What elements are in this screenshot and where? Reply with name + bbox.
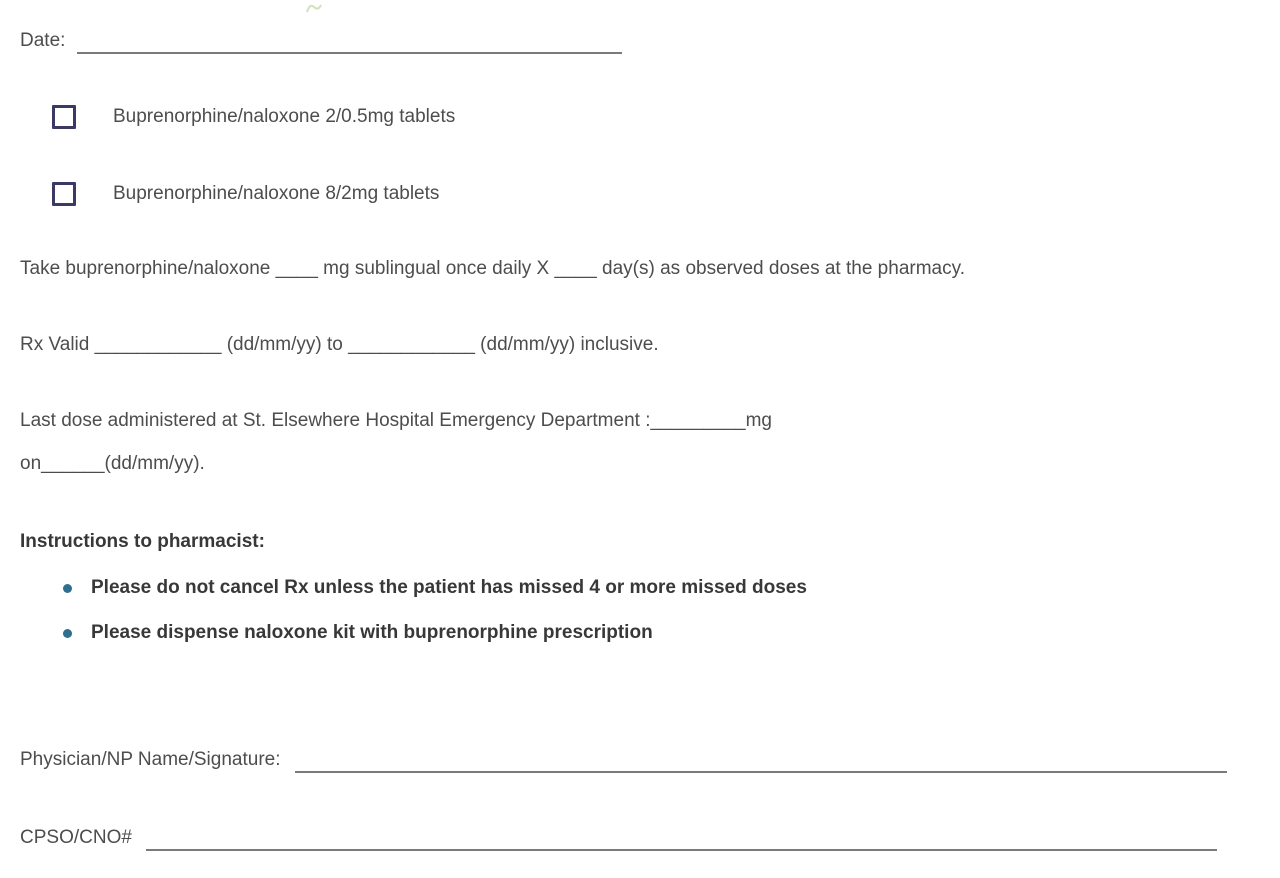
registration-blank-line[interactable]	[146, 827, 1217, 851]
bullet-text: Please dispense naloxone kit with buprenorphine prescription	[91, 622, 653, 643]
last-dose-text-line2: on______(dd/mm/yy).	[20, 453, 205, 474]
bullet-icon	[63, 584, 72, 593]
registration-row	[20, 825, 1217, 851]
bullet-icon	[63, 629, 72, 638]
medication-option-row	[52, 104, 455, 130]
medication-option-row	[52, 181, 439, 207]
checkbox-label: Buprenorphine/naloxone 8/2mg tablets	[113, 183, 440, 204]
signature-blank-line[interactable]	[295, 749, 1227, 773]
last-dose-text-line1: Last dose administered at St. Elsewhere Hospital Emergency Department :_________mg	[20, 410, 772, 431]
date-label: Date:	[20, 30, 66, 51]
instructions-heading: Instructions to pharmacist:	[20, 531, 265, 552]
instruction-bullet-item	[63, 575, 807, 601]
checkbox-bup-2-05mg[interactable]	[52, 105, 76, 129]
rx-validity-text: Rx Valid ____________ (dd/mm/yy) to ____________ (dd/mm/yy) inclusive.	[20, 334, 659, 355]
instruction-bullet-item	[63, 620, 653, 646]
green-artifact-mark	[304, 1, 324, 16]
checkbox-bup-8-2mg[interactable]	[52, 182, 76, 206]
signature-label: Physician/NP Name/Signature:	[20, 749, 281, 770]
signature-row	[20, 747, 1227, 773]
bullet-text: Please do not cancel Rx unless the patient has missed 4 or more missed doses	[91, 577, 807, 598]
checkbox-label: Buprenorphine/naloxone 2/0.5mg tablets	[113, 106, 456, 127]
registration-label: CPSO/CNO#	[20, 827, 132, 848]
date-row	[20, 28, 622, 54]
dosing-instruction-text: Take buprenorphine/naloxone ____ mg sublingual once daily X ____ day(s) as observed doses at the pharmacy.	[20, 258, 965, 279]
date-blank-line[interactable]	[77, 30, 622, 54]
